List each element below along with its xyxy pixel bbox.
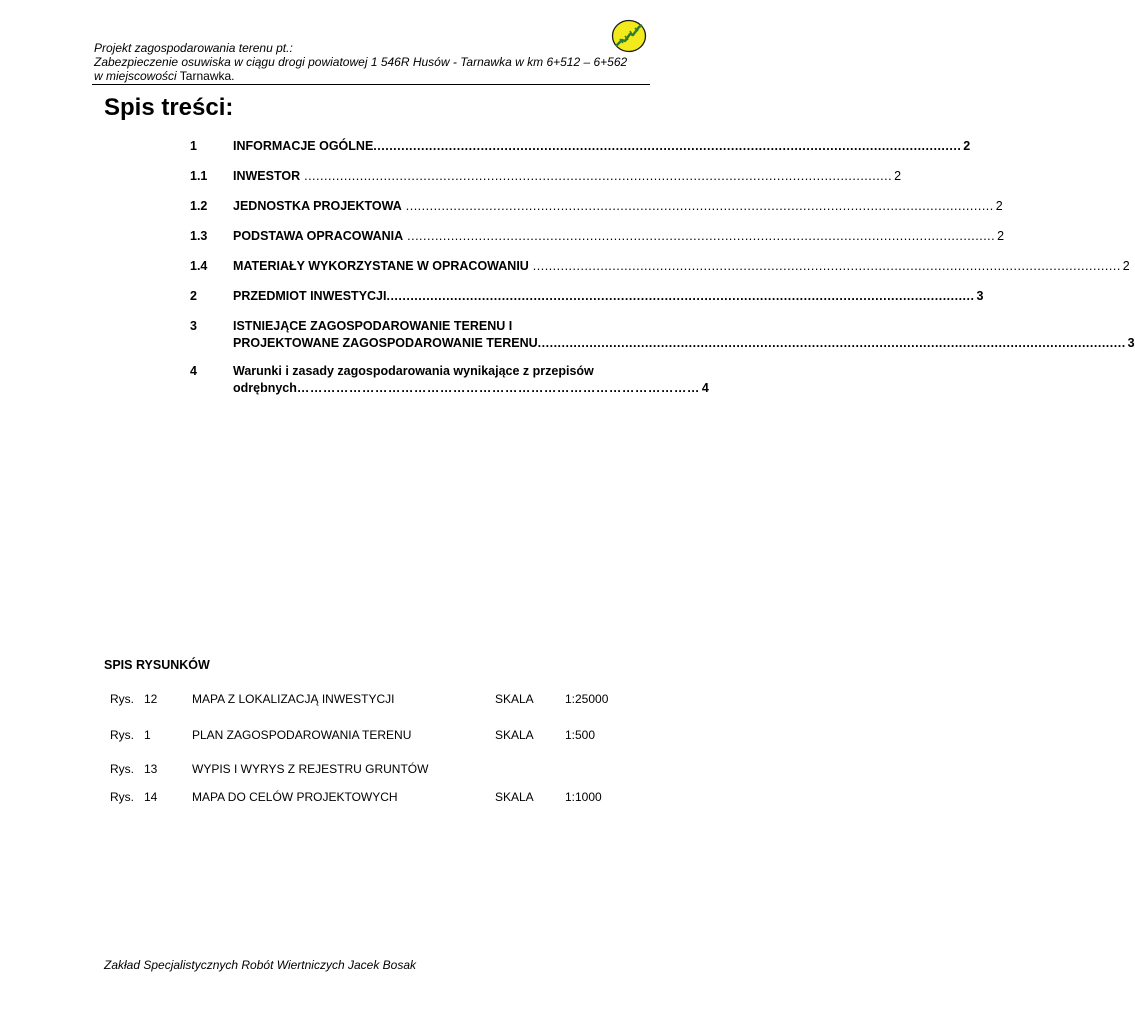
toc-entry-title: PRZEDMIOT INWESTYCJI [233, 289, 387, 303]
page-footer: Zakład Specjalistycznych Robót Wiertniczych Jacek Bosak [104, 958, 417, 972]
figure-number: 14 [144, 790, 158, 804]
location-place: Tarnawka. [176, 69, 235, 83]
header-divider [92, 84, 650, 85]
toc-entry-page: 2 [1122, 259, 1130, 273]
toc-entry-title: Warunki i zasady zagospodarowania wynikające z przepisów [233, 364, 594, 378]
location-prefix: w miejscowości [94, 69, 177, 83]
toc-entry-number: 1.3 [190, 229, 208, 243]
figure-scale-label: SKALA [495, 790, 534, 804]
figure-prefix: Rys. [110, 728, 134, 742]
toc-entry-number: 2 [190, 289, 197, 303]
toc-entry-page: 2 [995, 199, 1003, 213]
toc-entry-number: 3 [190, 319, 197, 333]
toc-leader: .................................................................................................................................................... [373, 139, 962, 153]
figure-number: 12 [144, 692, 158, 706]
toc-entry-title: INWESTOR [233, 169, 301, 183]
toc-entry-page: 2 [963, 139, 971, 153]
toc-entry-title: JEDNOSTKA PROJEKTOWA [233, 199, 402, 213]
figure-title: MAPA DO CELÓW PROJEKTOWYCH [192, 790, 398, 804]
toc-entry-title: MATERIAŁY WYKORZYSTANE W OPRACOWANIU [233, 259, 529, 273]
toc-entry-title: INFORMACJE OGÓLNE [233, 139, 374, 153]
toc-entry-number: 1 [190, 139, 197, 153]
toc-leader: .................................................................................................................................................... [537, 336, 1126, 350]
project-title: Zabezpieczenie osuwiska w ciągu drogi powiatowej 1 546R Husów - Tarnawka w km 6+512 – 6+562 [94, 55, 628, 69]
figure-prefix: Rys. [110, 790, 134, 804]
figure-scale: 1:25000 [565, 692, 609, 706]
figure-number: 13 [144, 762, 158, 776]
toc-leader: .................................................................................................................................................... [300, 169, 893, 183]
figure-prefix: Rys. [110, 762, 134, 776]
page-header [94, 41, 646, 83]
company-logo-icon [611, 19, 647, 53]
toc-leader: .................................................................................................................................................... [386, 289, 975, 303]
figure-row[interactable] [110, 728, 630, 744]
toc-entry-page: 3 [976, 289, 984, 303]
toc-entry-page: 4 [701, 381, 709, 395]
toc-leader: .................................................................................................................................................... [528, 259, 1121, 273]
toc-leader: .................................................................................................................................................... [403, 229, 996, 243]
figure-row[interactable] [110, 762, 630, 778]
figure-row[interactable] [110, 692, 630, 708]
toc-leader: .................................................................................................................................................... [401, 199, 994, 213]
project-location [94, 69, 646, 83]
toc-entry-title: ISTNIEJĄCE ZAGOSPODAROWANIE TERENU I [233, 319, 513, 333]
figure-scale: 1:1000 [565, 790, 602, 804]
figure-number: 1 [144, 728, 151, 742]
project-label: Projekt zagospodarowania terenu pt.: [94, 41, 293, 55]
toc-leader: ………………………………………………………………………………… [296, 381, 700, 395]
figure-title: MAPA Z LOKALIZACJĄ INWESTYCJI [192, 692, 395, 706]
toc-entry-title-continued: odrębnych [233, 381, 297, 395]
toc-entry-number: 1.1 [190, 169, 208, 183]
figure-title: WYPIS I WYRYS Z REJESTRU GRUNTÓW [192, 762, 429, 776]
figure-scale-label: SKALA [495, 692, 534, 706]
figure-scale-label: SKALA [495, 728, 534, 742]
toc-entry-title-continued: PROJEKTOWANE ZAGOSPODAROWANIE TERENU [233, 336, 538, 350]
figure-prefix: Rys. [110, 692, 134, 706]
toc-entry-number: 4 [190, 364, 197, 378]
figure-title: PLAN ZAGOSPODAROWANIA TERENU [192, 728, 412, 742]
toc-entry-page: 2 [997, 229, 1005, 243]
figures-section-title: SPIS RYSUNKÓW [104, 658, 210, 672]
toc-entry-page: 3 [1127, 336, 1135, 350]
figure-row[interactable] [110, 790, 630, 806]
toc-entry-title: PODSTAWA OPRACOWANIA [233, 229, 404, 243]
figure-scale: 1:500 [565, 728, 596, 742]
toc-entry-number: 1.2 [190, 199, 208, 213]
toc-entry-page: 2 [894, 169, 902, 183]
toc-entry-number: 1.4 [190, 259, 208, 273]
page-title: Spis treści: [104, 94, 234, 121]
